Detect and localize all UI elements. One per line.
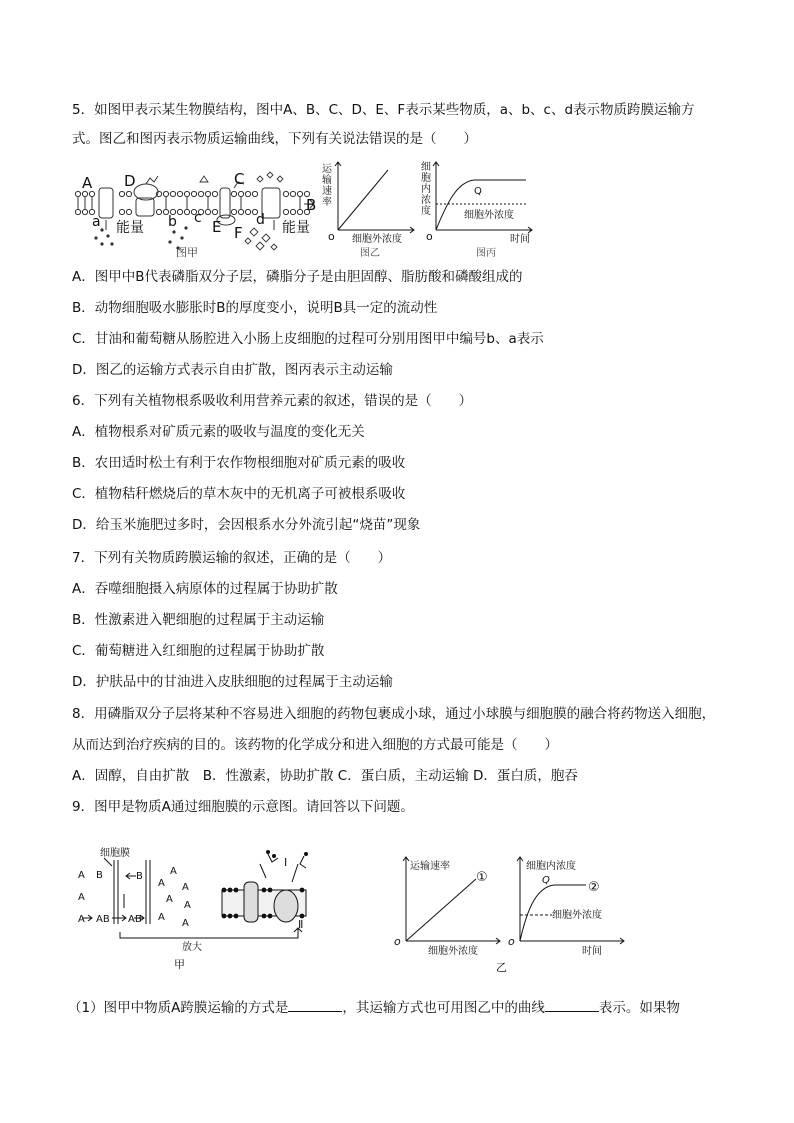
- q9-B-2: B: [136, 871, 143, 882]
- label-b: b: [168, 214, 177, 230]
- enlarge-label: 放大: [182, 942, 202, 953]
- q5-option-b: B．动物细胞吸水膨胀时B的厚度变小，说明B具一定的流动性: [72, 300, 438, 316]
- q6-option-b: B．农田适时松土有利于农作物根细胞对矿质元素的吸收: [72, 455, 406, 471]
- q9-A-6: A: [182, 882, 189, 893]
- q7-option-b: B．性激素进入靶细胞的过程属于主动运输: [72, 612, 325, 628]
- caption-bing: 图丙: [476, 248, 496, 258]
- q9-AB-1: AB: [96, 914, 110, 925]
- q9-caption-jia: 甲: [174, 958, 185, 970]
- yi-ylabel-2: 输: [322, 175, 332, 186]
- q9-curve-1: ①: [476, 870, 488, 885]
- q9-point-Q: Q: [542, 875, 550, 886]
- q9-caption-yi: 乙: [496, 961, 507, 973]
- label-D: D: [124, 172, 136, 190]
- q8-stem-line1: 8．用磷脂双分子层将某种不容易进入细胞的药物包裹成小球，通过小球膜与细胞膜的融合将药物送入细胞，: [72, 706, 716, 722]
- bing-ylabel-5: 度: [421, 206, 431, 217]
- q9-A-10: A: [182, 918, 189, 929]
- q5-figure-yi: [318, 160, 418, 258]
- bing-ylabel-1: 细: [421, 162, 431, 173]
- q7-option-d: D．护肤品中的甘油进入皮肤细胞的过程属于主动运输: [72, 674, 393, 690]
- label-E: E: [212, 218, 222, 236]
- q9-A-4: A: [170, 866, 177, 877]
- q9-AB-2: AB: [128, 914, 142, 925]
- q7-option-a: A．吞噬细胞摄入病原体的过程属于协助扩散: [72, 581, 338, 597]
- q5-option-a: A．图甲中B代表磷脂双分子层，磷脂分子是由胆固醇、脂肪酸和磷酸组成的: [72, 269, 523, 285]
- q9-figure-jia: [72, 842, 317, 970]
- q5-stem-line1: 5．如图甲表示某生物膜结构，图中A、B、C、D、E、F表示某些物质，a、b、c、d表示物质跨膜运输方: [72, 102, 695, 118]
- label-A: A: [82, 174, 93, 192]
- q6-option-d: D．给玉米施肥过多时，会因根系水分外流引起“烧苗”现象: [72, 517, 421, 533]
- label-roman-II: Ⅱ: [298, 918, 304, 931]
- q9-sub1-part-a: （1）图甲中物质A跨膜运输的方式是: [68, 1000, 289, 1016]
- q9-sub1: [68, 997, 680, 1017]
- q5-option-d: D．图乙的运输方式表示自由扩散，图丙表示主动运输: [72, 362, 393, 378]
- q6-option-c: C．植物秸秆燃烧后的草木灰中的无机离子可被根系吸收: [72, 486, 406, 502]
- q5-figure-jia: [74, 158, 324, 258]
- bilayer-bottom: [75, 209, 309, 214]
- yi-ylabel-3: 速: [322, 186, 332, 197]
- answer-blank-1[interactable]: [288, 997, 342, 1012]
- q9-curve-2: ②: [588, 880, 600, 895]
- q8-options: A．固醇，自由扩散 B．性激素，协助扩散 C．蛋白质，主动运输 D．蛋白质，胞吞: [72, 768, 578, 784]
- yi-xlabel: 细胞外浓度: [352, 234, 402, 245]
- q9-A-1: A: [78, 870, 85, 881]
- yi-ylabel-1: 运: [322, 164, 332, 175]
- bing-ylabel-2: 胞: [421, 173, 431, 184]
- q6-stem: 6．下列有关植物根系吸收利用营养元素的叙述，错误的是（ ）: [72, 393, 473, 409]
- yi-ylabel-4: 率: [322, 197, 332, 208]
- q9-origin-1: o: [394, 935, 401, 948]
- label-C: C: [234, 170, 245, 188]
- q9-rate-label: 运输速率: [410, 861, 450, 872]
- label-d: d: [256, 212, 265, 228]
- q8-stem-line2: 从而达到治疗疾病的目的。该药物的化学成分和进入细胞的方式最可能是（ ）: [72, 737, 558, 753]
- q9-A-7: A: [166, 894, 173, 905]
- q9-sub1-part-b: ，其运输方式也可用图乙中的曲线: [342, 1000, 545, 1016]
- bing-ylabel-3: 内: [421, 184, 431, 195]
- q5-figure-bing: [418, 160, 536, 258]
- label-a: a: [92, 214, 101, 230]
- energy-label-1: 能量: [116, 220, 144, 236]
- bing-ylabel-4: 浓: [421, 195, 431, 206]
- bing-dashed-label: 细胞外浓度: [464, 210, 514, 221]
- bing-xlabel: 时间: [510, 234, 530, 245]
- q9-sub1-part-c: 表示。如果物: [598, 1000, 680, 1016]
- caption-yi: 图乙: [360, 248, 380, 258]
- q9-inner-label: 细胞内浓度: [526, 861, 576, 872]
- label-c: c: [194, 210, 202, 226]
- q9-A-8: A: [184, 900, 191, 911]
- answer-blank-2[interactable]: [545, 997, 599, 1012]
- q9-A-9: A: [158, 912, 165, 923]
- q9-A-3: A: [78, 914, 85, 925]
- q6-option-a: A．植物根系对矿质元素的吸收与温度的变化无关: [72, 424, 365, 440]
- q7-stem: 7．下列有关物质跨膜运输的叙述，正确的是（ ）: [72, 550, 392, 566]
- energy-label-2: 能量: [282, 220, 310, 236]
- q9-A-2: A: [78, 892, 85, 903]
- bing-origin: o: [426, 230, 433, 243]
- label-roman-I: Ⅰ: [284, 856, 288, 869]
- q9-A-5: A: [158, 878, 165, 889]
- q9-origin-2: o: [508, 935, 515, 948]
- q9-dashed-label: 细胞外浓度: [552, 910, 602, 921]
- q5-stem-line2: 式。图乙和图丙表示物质运输曲线，下列有关说法错误的是（ ）: [72, 131, 477, 147]
- q7-option-c: C．葡萄糖进入红细胞的过程属于协助扩散: [72, 643, 325, 659]
- caption-jia: 图甲: [176, 246, 198, 258]
- bing-point-Q: Q: [474, 186, 482, 197]
- q5-option-c: C．甘油和葡萄糖从肠腔进入小肠上皮细胞的过程可分别用图甲中编号b、a表示: [72, 331, 544, 347]
- label-F: F: [234, 224, 243, 242]
- q9-stem: 9．图甲是物质A通过细胞膜的示意图。请回答以下问题。: [72, 799, 414, 815]
- label-B: B: [306, 196, 317, 214]
- q9-xlabel-2: 时间: [582, 946, 602, 957]
- q9-xlabel-1: 细胞外浓度: [428, 946, 478, 957]
- membrane-label: 细胞膜: [100, 848, 130, 859]
- yi-origin: o: [328, 230, 335, 243]
- q9-figure-yi: [392, 855, 628, 973]
- q9-B-1: B: [96, 870, 103, 881]
- bilayer-top: [75, 191, 309, 196]
